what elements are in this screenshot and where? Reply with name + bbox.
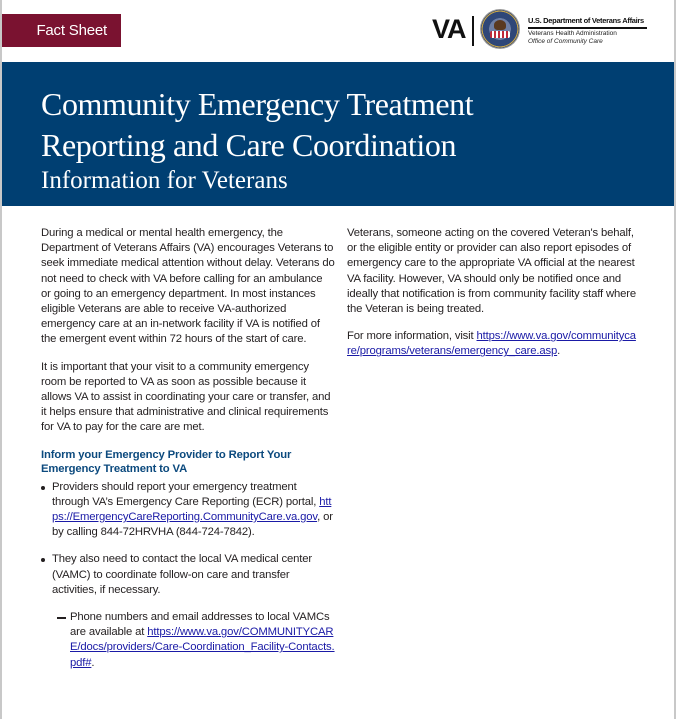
va-wordmark: VA: [432, 14, 466, 44]
section-heading: Inform your Emergency Provider to Report Your Emergency Treatment to VA: [41, 448, 292, 475]
left-column: [41, 226, 335, 671]
title-line-1: Community Emergency Treatment: [41, 86, 474, 122]
list-item: [41, 480, 335, 541]
bullet-text-after: , or by calling 844-72HRVHA (844-724-7842).: [52, 511, 333, 539]
administration-name: Veterans Health Administration: [528, 30, 617, 37]
importance-paragraph: It is important that your visit to a community emergency room be reported to VA as soon as possible because it allows VA to assist in coordinating your care or transfer, and it helps ensure that administrative and clinical requirements for VA to pay for the care are met.: [41, 360, 331, 434]
more-info-paragraph: [347, 329, 637, 359]
va-seal-icon: [481, 10, 519, 48]
bullet-icon: [41, 558, 45, 562]
bullet-icon: [41, 486, 45, 490]
emergency-care-link[interactable]: https://www.va.gov/communitycare/programs/veterans/emergency_care.asp: [347, 330, 636, 358]
ecr-portal-link[interactable]: https://EmergencyCareReporting.CommunityCare.va.gov: [52, 495, 332, 524]
right-column: [347, 226, 637, 372]
page-title: [41, 84, 661, 166]
title-banner: [2, 62, 674, 206]
more-info-text: For more information, visit: [347, 330, 477, 343]
list-item: [41, 552, 335, 598]
flag-icon: [490, 31, 510, 38]
subbullet-text-after: .: [91, 656, 95, 669]
page-subtitle: Information for Veterans: [41, 167, 288, 194]
department-name: U.S. Department of Veterans Affairs: [528, 16, 644, 25]
sub-list-item: [41, 610, 335, 671]
department-rule: [528, 27, 647, 29]
subbullet-text: Phone numbers and email addresses to local VAMCs are available at: [70, 611, 330, 639]
dash-icon: [57, 617, 66, 619]
va-logo: [432, 8, 662, 54]
facility-contacts-link[interactable]: https://www.va.gov/COMMUNITYCARE/docs/providers/Care-Coordination_Facility-Contacts.pdf#: [70, 626, 335, 669]
office-name: Office of Community Care: [528, 38, 603, 45]
reporting-paragraph: Veterans, someone acting on the covered Veteran's behalf, or the eligible entity or provider can also report episodes of emergency care to the appropriate VA official at the nearest VA facility. However, VA should only be notified once and ideally that notification is from community facility staff where the Veteran is being treated.: [347, 227, 637, 316]
more-info-text-after: .: [557, 345, 561, 358]
eagle-icon: [494, 20, 506, 30]
bullet-text: They also need to contact the local VA medical center (VAMC) to coordinate follow-on care and transfer activities, if necessary.: [52, 553, 312, 596]
fact-sheet-badge: Fact Sheet: [2, 14, 121, 47]
title-line-2: Reporting and Care Coordination: [41, 127, 457, 163]
bullet-text: Providers should report your emergency treatment through VA’s Emergency Care Reporting (ECR) portal,: [52, 480, 320, 508]
intro-paragraph: During a medical or mental health emergency, the Department of Veterans Affairs (VA) encourages Veterans to seek immediate medical attention without delay. Veterans do not need to check with VA before calling for an ambulance or going to an emergency department. In most instances eligible Veterans are able to receive VA-authorized emergency care at an in-network facility if VA is notified of the emergent event within 72 hours of the start of care.: [41, 227, 335, 346]
provider-bullets: [41, 480, 335, 598]
logo-divider: [472, 16, 474, 46]
